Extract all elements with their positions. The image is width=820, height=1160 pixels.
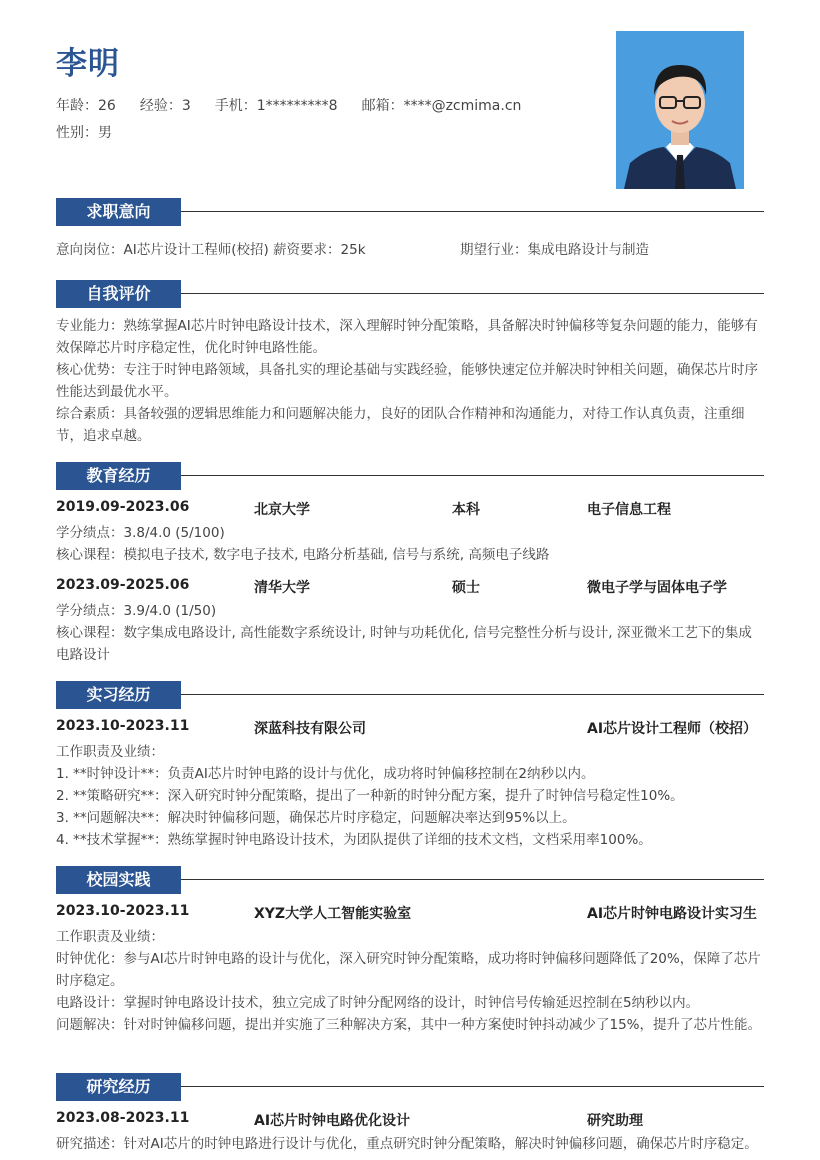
section-divider <box>181 475 764 476</box>
intent-position: 意向岗位：AI芯片设计工程师(校招) 薪资要求：25k <box>56 242 366 258</box>
research-entry-header <box>56 1110 764 1132</box>
education-school: 清华大学 <box>254 580 310 596</box>
section-header-education <box>56 462 764 490</box>
education-courses: 核心课程：数字集成电路设计, 高性能数字系统设计, 时钟与功耗优化, 信号完整性分析与设计, 深亚微米工艺下的集成电路设计 <box>56 625 752 663</box>
section-divider <box>181 694 764 695</box>
section-divider <box>181 211 764 212</box>
education-gpa: 学分绩点：3.9/4.0 (1/50) <box>56 603 217 619</box>
campus-duty-label: 工作职责及业绩： <box>56 929 164 945</box>
self-eval-strength: 核心优势：专注于时钟电路领域，具备扎实的理论基础与实践经验，能够快速定位并解决时钟相关问题，确保芯片时序性能达到最优水平。 <box>56 362 758 400</box>
internship-item: 4. **技术掌握**：熟练掌握时钟电路设计技术，为团队提供了详细的技术文档，文档采用率100%。 <box>56 832 652 848</box>
candidate-name: 李明 <box>56 46 120 82</box>
research-period: 2023.08-2023.11 <box>56 1110 190 1126</box>
campus-org: XYZ大学人工智能实验室 <box>254 906 412 922</box>
section-title: 求职意向 <box>56 198 181 226</box>
campus-entry-header <box>56 903 764 925</box>
section-header-campus <box>56 866 764 894</box>
internship-item: 2. **策略研究**：深入研究时钟分配策略，提出了一种新的时钟分配方案，提升了时钟信号稳定性10%。 <box>56 788 684 804</box>
experience-field: 经验：3 <box>139 98 191 114</box>
profile-photo <box>616 31 744 189</box>
campus-item: 电路设计：掌握时钟电路设计技术，独立完成了时钟分配网络的设计，时钟信号传输延迟控制在5纳秒以内。 <box>56 995 700 1011</box>
section-header-research <box>56 1073 764 1101</box>
section-title: 自我评价 <box>56 280 181 308</box>
campus-period: 2023.10-2023.11 <box>56 903 190 919</box>
self-eval-professional: 专业能力：熟练掌握AI芯片时钟电路设计技术，深入理解时钟分配策略，具备解决时钟偏移等复杂问题的能力，能够有效保障芯片时序稳定性，优化时钟电路性能。 <box>56 318 758 356</box>
internship-item: 3. **问题解决**：解决时钟偏移问题，确保芯片时序稳定，问题解决率达到95%以上。 <box>56 810 576 826</box>
internship-role: AI芯片设计工程师（校招） <box>587 721 758 737</box>
section-title: 校园实践 <box>56 866 181 894</box>
education-major: 电子信息工程 <box>587 502 671 518</box>
education-entry-header <box>56 499 764 521</box>
age-field: 年龄：26 <box>56 98 116 114</box>
section-divider <box>181 293 764 294</box>
gender-field: 性别：男 <box>56 125 112 141</box>
section-divider <box>181 1086 764 1087</box>
education-gpa: 学分绩点：3.8/4.0 (5/100) <box>56 525 225 541</box>
basic-info-row <box>56 95 545 115</box>
self-eval-quality: 综合素质：具备较强的逻辑思维能力和问题解决能力，良好的团队合作精神和沟通能力，对待工作认真负责，注重细节，追求卓越。 <box>56 406 745 444</box>
education-entry-header <box>56 577 764 599</box>
internship-item: 1. **时钟设计**：负责AI芯片时钟电路的设计与优化，成功将时钟偏移控制在2纳秒以内。 <box>56 766 595 782</box>
phone-field: 手机：1*********8 <box>214 98 338 114</box>
campus-item: 时钟优化：参与AI芯片时钟电路的设计与优化，深入研究时钟分配策略，成功将时钟偏移问题降低了20%，保障了芯片时序稳定。 <box>56 951 761 989</box>
section-header-self-eval <box>56 280 764 308</box>
gender-row <box>56 122 136 142</box>
section-title: 研究经历 <box>56 1073 181 1101</box>
education-period: 2023.09-2025.06 <box>56 577 190 593</box>
section-divider <box>181 879 764 880</box>
campus-item: 问题解决：针对时钟偏移问题，提出并实施了三种解决方案，其中一种方案使时钟抖动减少了15%，提升了芯片性能。 <box>56 1017 762 1033</box>
education-period: 2019.09-2023.06 <box>56 499 190 515</box>
section-title: 教育经历 <box>56 462 181 490</box>
education-major: 微电子学与固体电子学 <box>587 580 727 596</box>
internship-company: 深蓝科技有限公司 <box>254 721 366 737</box>
research-role: 研究助理 <box>587 1113 643 1129</box>
intent-industry: 期望行业：集成电路设计与制造 <box>460 242 649 258</box>
section-header-internship <box>56 681 764 709</box>
internship-entry-header <box>56 718 764 740</box>
education-degree: 硕士 <box>452 580 480 596</box>
section-title: 实习经历 <box>56 681 181 709</box>
email-field: 邮箱：****@zcmima.cn <box>361 98 522 114</box>
research-project: AI芯片时钟电路优化设计 <box>254 1113 411 1129</box>
section-header-intent <box>56 198 764 226</box>
research-description: 研究描述：针对AI芯片的时钟电路进行设计与优化，重点研究时钟分配策略，解决时钟偏移问题，确保芯片时序稳定。 <box>56 1136 758 1152</box>
education-degree: 本科 <box>452 502 480 518</box>
internship-period: 2023.10-2023.11 <box>56 718 190 734</box>
campus-role: AI芯片时钟电路设计实习生 <box>587 906 758 922</box>
education-school: 北京大学 <box>254 502 310 518</box>
internship-duty-label: 工作职责及业绩： <box>56 744 164 760</box>
education-courses: 核心课程：模拟电子技术, 数字电子技术, 电路分析基础, 信号与系统, 高频电子线路 <box>56 547 550 563</box>
